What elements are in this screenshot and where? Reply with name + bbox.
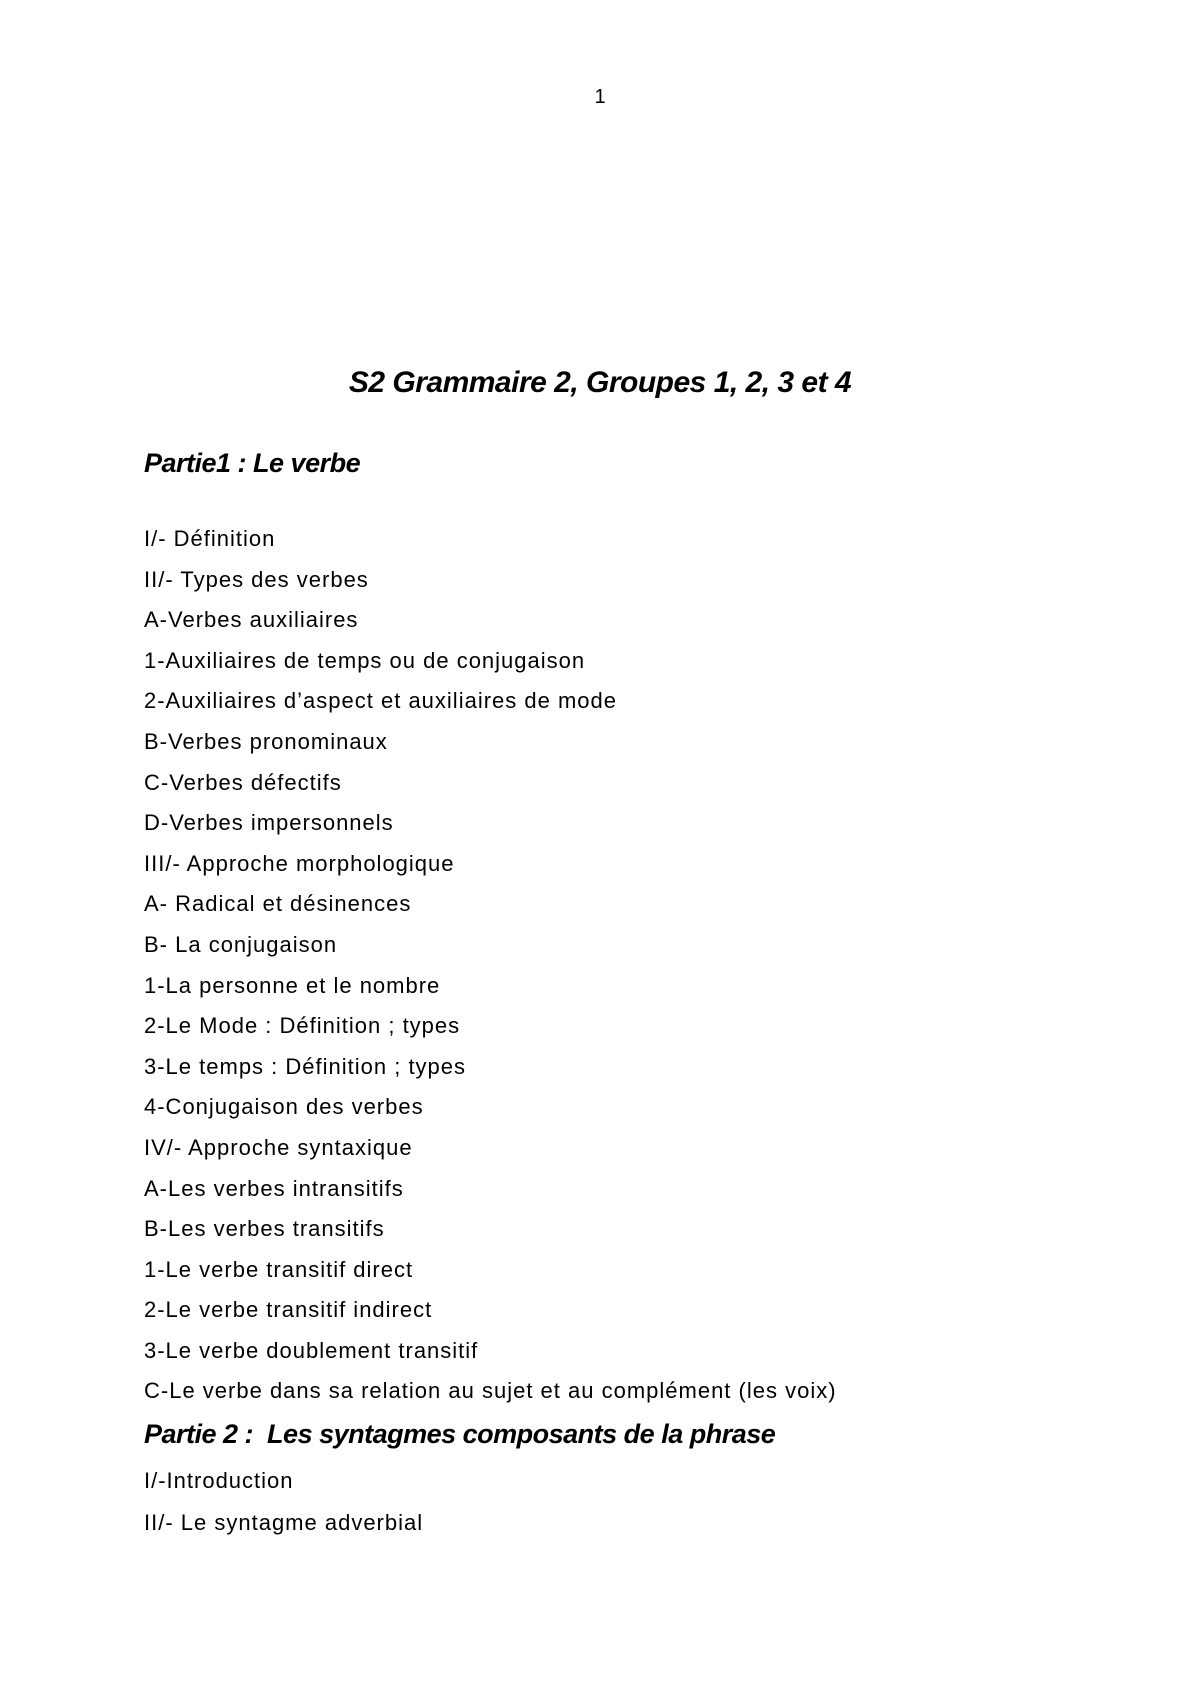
outline-item: II/- Le syntagme adverbial bbox=[144, 1510, 424, 1535]
outline-item: I/-Introduction bbox=[144, 1468, 294, 1493]
outline-item: C-Le verbe dans sa relation au sujet et au complément (les voix) bbox=[144, 1378, 837, 1404]
outline-item: 2-Le verbe transitif indirect bbox=[144, 1297, 433, 1323]
outline-item: IV/- Approche syntaxique bbox=[144, 1134, 413, 1160]
outline-item: D-Verbes impersonnels bbox=[144, 810, 394, 836]
outline-item: 2-Le Mode : Définition ; types bbox=[144, 1013, 461, 1039]
outline-item: II/- Types des verbes bbox=[144, 566, 369, 592]
part-1-heading: Partie1 : Le verbe bbox=[144, 448, 361, 478]
outline-item: 2-Auxiliaires d’aspect et auxiliaires de mode bbox=[144, 688, 617, 714]
part-2-outline bbox=[144, 1460, 423, 1544]
outline-item: 3-Le temps : Définition ; types bbox=[144, 1053, 467, 1079]
outline-item: 1-La personne et le nombre bbox=[144, 972, 441, 998]
outline-item: 1-Auxiliaires de temps ou de conjugaison bbox=[144, 647, 586, 673]
outline-item: 1-Le verbe transitif direct bbox=[144, 1256, 414, 1282]
outline-item: 3-Le verbe doublement transitif bbox=[144, 1337, 479, 1363]
part-1-outline bbox=[144, 519, 837, 1412]
outline-item: A-Les verbes intransitifs bbox=[144, 1175, 404, 1201]
outline-item: A- Radical et désinences bbox=[144, 891, 412, 917]
outline-item: A-Verbes auxiliaires bbox=[144, 607, 359, 633]
outline-item: 4-Conjugaison des verbes bbox=[144, 1094, 424, 1120]
document-title: S2 Grammaire 2, Groupes 1, 2, 3 et 4 bbox=[348, 366, 852, 399]
part-2-heading: Partie 2 : Les syntagmes composants de la phrase bbox=[144, 1419, 776, 1449]
outline-item: B- La conjugaison bbox=[144, 931, 338, 957]
page-number: 1 bbox=[594, 86, 606, 108]
outline-item: I/- Définition bbox=[144, 526, 276, 551]
outline-item: B-Les verbes transitifs bbox=[144, 1216, 385, 1242]
outline-item: III/- Approche morphologique bbox=[144, 850, 455, 876]
outline-item: C-Verbes défectifs bbox=[144, 769, 342, 795]
outline-item: B-Verbes pronominaux bbox=[144, 728, 388, 754]
